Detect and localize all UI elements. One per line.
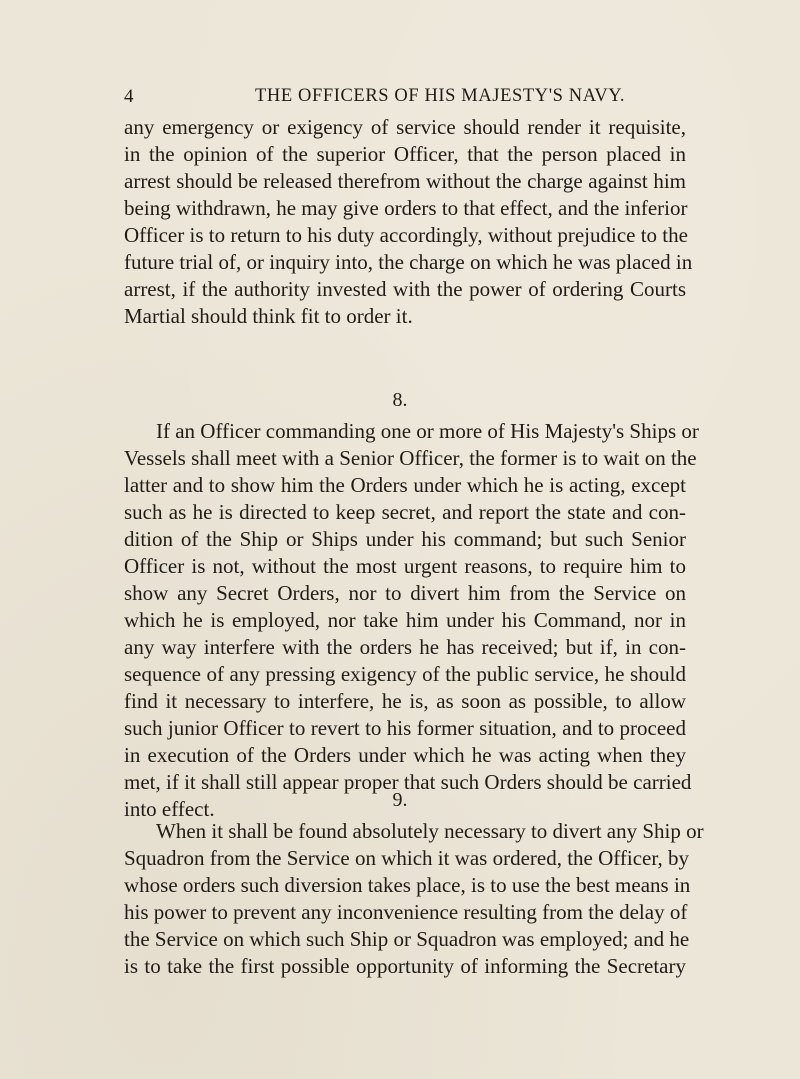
text-line: any way interfere with the orders he has received; but if, in con- (124, 635, 686, 659)
text-line: which he is employed, nor take him under his Command, nor in (124, 608, 686, 632)
text-line: Officer is not, without the most urgent reasons, to require him to (124, 554, 686, 578)
section-number-8: 8. (392, 389, 408, 411)
header-title: THE OFFICERS OF HIS MAJESTY'S NAVY. (255, 86, 626, 106)
text-line: arrest should be released therefrom without the charge against him (124, 169, 686, 193)
text-line: future trial of, or inquiry into, the charge on which he was placed in (124, 250, 693, 274)
text-line: into effect. (124, 797, 215, 821)
text-line: If an Officer commanding one or more of His Majesty's Ships or (156, 419, 699, 443)
text-line: met, if it shall still appear proper that such Orders should be carried (124, 770, 692, 794)
text-line: is to take the first possible opportunity of informing the Secretary (124, 954, 686, 978)
text-line: arrest, if the authority invested with the power of ordering Courts (124, 277, 686, 301)
text-line: Martial should think fit to order it. (124, 304, 413, 328)
text-line: Squadron from the Service on which it was ordered, the Officer, by (124, 846, 690, 870)
text-line: such as he is directed to keep secret, and report the state and con- (124, 500, 686, 524)
text-line: whose orders such diversion takes place, is to use the best means in (124, 873, 691, 897)
text-line: such junior Officer to revert to his former situation, and to proceed (124, 716, 686, 740)
text-line: show any Secret Orders, nor to divert him from the Service on (124, 581, 686, 605)
section-number-9: 9. (392, 789, 408, 811)
text-line: any emergency or exigency of service should render it requisite, (124, 115, 686, 139)
text-line: his power to prevent any inconvenience resulting from the delay of (124, 900, 688, 924)
text-line: dition of the Ship or Ships under his command; but such Senior (124, 527, 686, 551)
text-line: being withdrawn, he may give orders to that effect, and the inferior (124, 196, 688, 220)
running-head (124, 86, 684, 110)
text-line: Vessels shall meet with a Senior Officer, the former is to wait on the (124, 446, 697, 470)
paragraph-section-9 (124, 818, 704, 980)
text-line: the Service on which such Ship or Squadron was employed; and he (124, 927, 690, 951)
text-line: in the opinion of the superior Officer, that the person placed in (124, 142, 686, 166)
page-number: 4 (124, 86, 134, 107)
text-line: Officer is to return to his duty accordingly, without prejudice to the (124, 223, 688, 247)
text-line: in execution of the Orders under which he was acting when they (124, 743, 686, 767)
paragraph-section-8 (124, 418, 699, 823)
text-line: When it shall be found absolutely necessary to divert any Ship or (156, 819, 704, 843)
text-line: latter and to show him the Orders under which he is acting, except (124, 473, 686, 497)
text-line: sequence of any pressing exigency of the public service, he should (124, 662, 686, 686)
text-line: find it necessary to interfere, he is, as soon as possible, to allow (124, 689, 686, 713)
paragraph-continuation (124, 114, 693, 330)
